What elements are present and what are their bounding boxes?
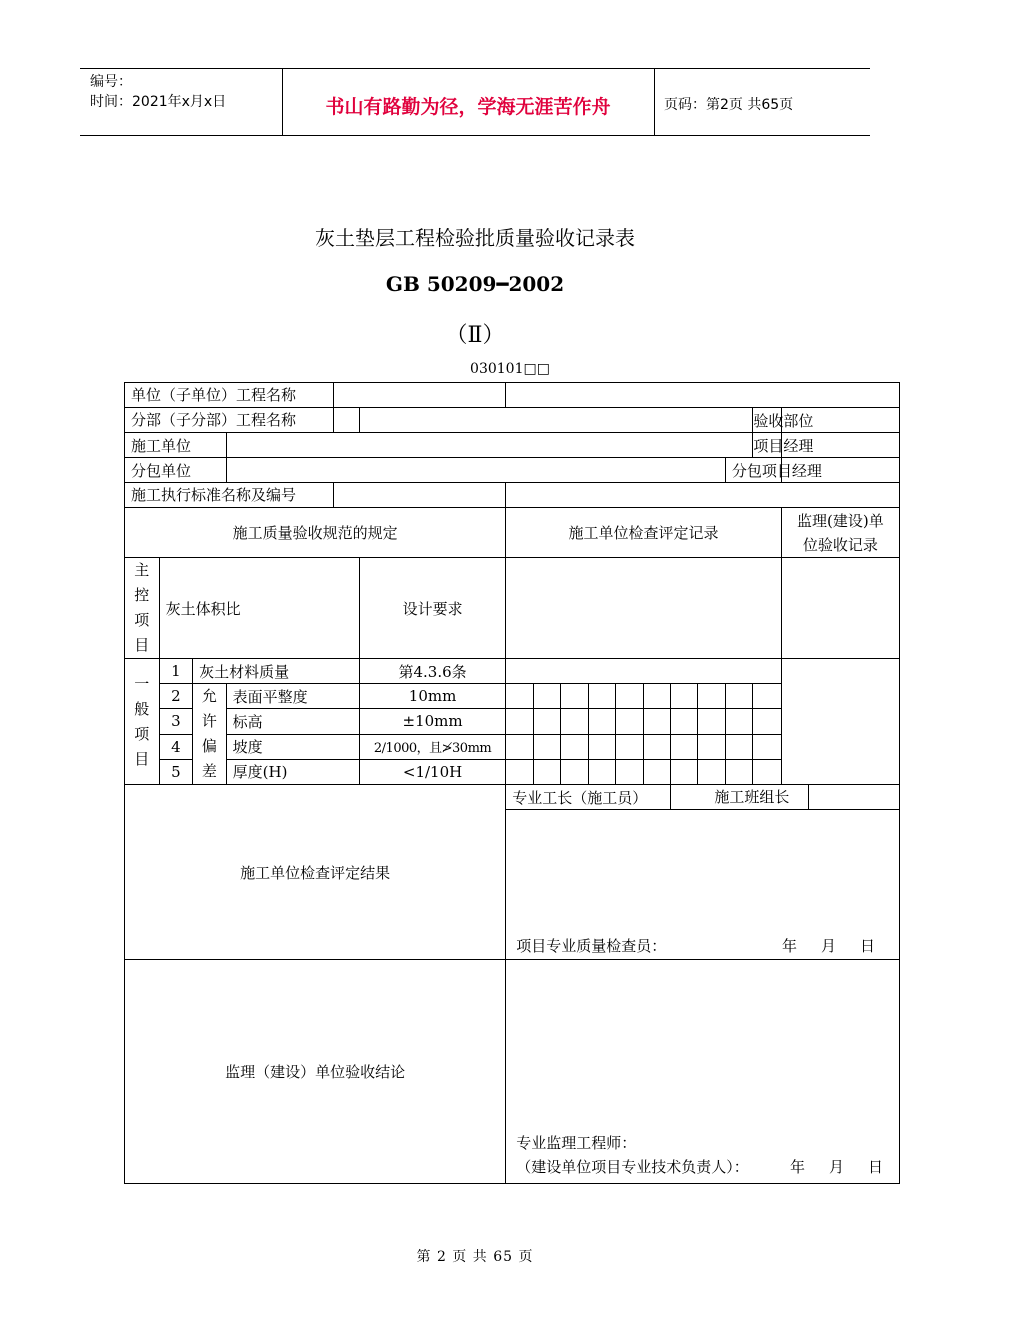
row-standard — [125, 483, 900, 508]
main-item-check-field[interactable] — [506, 558, 782, 659]
day-label: 日 — [859, 937, 875, 955]
header-top-rule — [80, 68, 870, 69]
measure-cell[interactable] — [533, 734, 560, 759]
measure-cell[interactable] — [671, 709, 698, 734]
general-item-number: 3 — [159, 709, 193, 734]
column-header-supervision-line2: 位验收记录 — [802, 535, 878, 554]
general-item-name: 灰土材料质量 — [193, 659, 360, 684]
measure-cell[interactable] — [698, 709, 725, 734]
supervision-conclusion-field[interactable] — [506, 960, 900, 1184]
measure-cell[interactable] — [506, 709, 533, 734]
acceptance-location-label: 验收部位 — [753, 408, 781, 433]
measure-cell[interactable] — [561, 684, 588, 709]
row-unit-project — [125, 383, 900, 408]
general-item-value: 10mm — [359, 684, 505, 709]
standard-name-field[interactable] — [506, 483, 900, 508]
measure-cell[interactable] — [588, 734, 615, 759]
day-label: 日 — [867, 1158, 883, 1176]
measure-cell[interactable] — [506, 734, 533, 759]
measure-cell[interactable] — [533, 709, 560, 734]
result-field[interactable] — [506, 810, 900, 960]
measure-cell[interactable] — [561, 709, 588, 734]
month-label: 月 — [828, 1158, 844, 1176]
general-item-value: ±10mm — [359, 709, 505, 734]
measure-cell[interactable] — [643, 709, 670, 734]
result-label: 施工单位检查评定结果 — [125, 785, 506, 960]
row-foreman — [125, 785, 900, 810]
sub-project-name-field[interactable] — [359, 408, 753, 433]
general-item-label: 一 般 项 目 — [125, 659, 160, 785]
unit-project-name-label: 单位（子单位）工程名称 — [125, 383, 334, 407]
measure-cell[interactable] — [725, 709, 752, 734]
sub-project-name-label: 分部（子分部）工程名称 — [125, 408, 334, 432]
measure-cell[interactable] — [616, 734, 643, 759]
construction-unit-label: 施工单位 — [125, 433, 227, 458]
project-manager-label: 项目经理 — [753, 433, 781, 458]
main-item-requirement: 设计要求 — [359, 558, 505, 659]
column-header-check: 施工单位检查评定记录 — [506, 508, 782, 558]
measure-cell[interactable] — [671, 734, 698, 759]
measure-cell[interactable] — [643, 759, 670, 784]
general-item-supervision-field[interactable] — [781, 659, 899, 785]
general-item-name: 坡度 — [226, 734, 359, 759]
general-item-name: 厚度(H) — [226, 759, 359, 784]
year-label: 年 — [789, 1158, 805, 1176]
standard-name-label: 施工执行标准名称及编号 — [125, 483, 334, 507]
row-construction-unit — [125, 433, 900, 458]
header-bottom-rule — [80, 135, 870, 136]
general-item-number: 2 — [159, 684, 193, 709]
measure-cell[interactable] — [725, 734, 752, 759]
measure-cell[interactable] — [698, 759, 725, 784]
team-leader-label: 施工班组长 — [696, 785, 809, 809]
page-footer: 第 2 页 共 65 页 — [416, 1249, 534, 1265]
volume-number: （Ⅱ） — [445, 323, 505, 348]
year-label: 年 — [781, 937, 797, 955]
document-title: 灰土垫层工程检验批质量验收记录表 — [315, 226, 635, 250]
subcontract-unit-label: 分包单位 — [125, 458, 227, 483]
column-header-supervision — [781, 508, 899, 558]
measure-cell[interactable] — [753, 709, 781, 734]
owner-rep-label: （建设单位项目专业技术负责人）： — [516, 1158, 749, 1176]
supervision-conclusion-label: 监理（建设）单位验收结论 — [125, 960, 506, 1184]
header-left — [90, 72, 226, 112]
measure-cell[interactable] — [588, 759, 615, 784]
row-supervision — [125, 960, 900, 1184]
general-item-number: 1 — [159, 659, 193, 684]
standard-code: GB 50209━2002 — [385, 272, 565, 296]
supervision-engineer-label: 专业监理工程师： — [516, 1134, 637, 1152]
number-label: 编号： — [90, 74, 132, 90]
measure-cell[interactable] — [725, 684, 752, 709]
measure-cell[interactable] — [753, 684, 781, 709]
date-label: 时间：2021年x月x日 — [90, 94, 227, 110]
unit-project-name-field[interactable] — [506, 383, 900, 408]
measure-cell[interactable] — [533, 759, 560, 784]
general-item-name: 标高 — [226, 709, 359, 734]
main-item-name: 灰土体积比 — [159, 558, 359, 659]
measure-cell[interactable] — [753, 759, 781, 784]
measure-cell[interactable] — [588, 709, 615, 734]
row-column-headers — [125, 508, 900, 558]
header-divider — [654, 68, 655, 136]
row-subcontract-unit — [125, 458, 900, 483]
general-item-value: <1/10H — [359, 759, 505, 784]
measure-cell[interactable] — [698, 684, 725, 709]
measure-cell[interactable] — [561, 759, 588, 784]
construction-unit-field[interactable] — [226, 433, 753, 458]
measure-cell[interactable] — [643, 684, 670, 709]
general-item-value: 第4.3.6条 — [359, 659, 505, 684]
general-item-check-field[interactable] — [506, 659, 782, 684]
main-item-supervision-field[interactable] — [781, 558, 899, 659]
measure-cell[interactable] — [671, 684, 698, 709]
month-label: 月 — [820, 937, 836, 955]
header-page-info: 页码：第2页 共65页 — [664, 97, 794, 113]
measure-cell[interactable] — [561, 734, 588, 759]
quality-inspector-label: 项目专业质量检查员： — [516, 937, 667, 955]
measure-cell[interactable] — [616, 684, 643, 709]
general-item-row-1 — [125, 659, 900, 684]
inspection-table — [124, 382, 900, 1184]
measure-cell[interactable] — [588, 684, 615, 709]
measure-cell[interactable] — [698, 734, 725, 759]
general-item-number: 4 — [159, 734, 193, 759]
general-item-value: 2/1000，且≯30mm — [359, 734, 505, 759]
tolerance-label: 允 许 偏 差 — [193, 684, 227, 785]
foreman-label: 专业工长（施工员） — [506, 785, 671, 810]
subcontract-manager-label: 分包项目经理 — [725, 458, 781, 483]
measure-cell[interactable] — [753, 734, 781, 759]
row-sub-project — [125, 408, 900, 433]
measure-cell[interactable] — [506, 759, 533, 784]
measure-cell[interactable] — [616, 759, 643, 784]
main-item-label: 主 控 项 目 — [125, 558, 160, 659]
form-code: 030101□□ — [470, 361, 550, 377]
measure-cell[interactable] — [616, 709, 643, 734]
measure-cell[interactable] — [643, 734, 670, 759]
measure-cell[interactable] — [506, 684, 533, 709]
column-header-spec: 施工质量验收规范的规定 — [125, 508, 506, 558]
column-header-supervision-line1: 监理(建设)单 — [797, 511, 884, 530]
row-main-item — [125, 558, 900, 659]
measure-cell[interactable] — [533, 684, 560, 709]
measure-cell[interactable] — [671, 759, 698, 784]
subcontract-unit-field[interactable] — [226, 458, 725, 483]
general-item-name: 表面平整度 — [226, 684, 359, 709]
measure-cell[interactable] — [725, 759, 752, 784]
general-item-number: 5 — [159, 759, 193, 784]
header-motto: 书山有路勤为径，学海无涯苦作舟 — [325, 96, 611, 118]
